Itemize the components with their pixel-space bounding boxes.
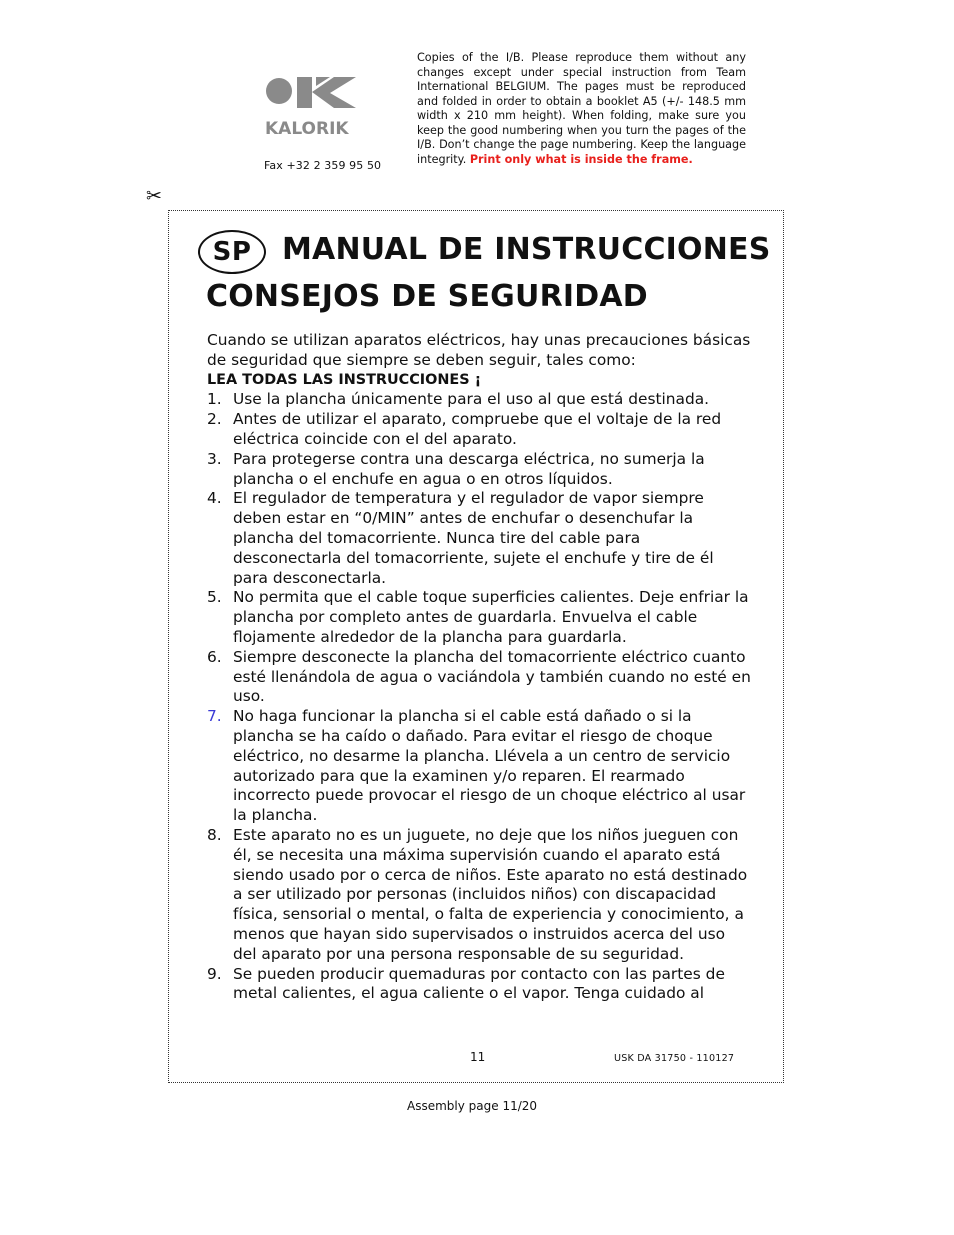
item-text: Se pueden producir quemaduras por contacto con las partes de metal calientes, el agua caliente o el vapor. Tenga cuidado al [233, 964, 725, 1003]
assembly-page: Assembly page 11/20 [407, 1099, 538, 1113]
instructions-body [207, 331, 752, 1004]
list-item [207, 648, 752, 707]
list-item [207, 707, 752, 826]
list-item [207, 588, 752, 647]
list-item [207, 826, 752, 965]
page-number: 11 [470, 1050, 486, 1064]
print-notice-text: Copies of the I/B. Please reproduce them without any changes except under special instruction from Team International BELGIUM. The pages must be reproduced and folded in order to obtain a booklet A5 (+/- 148.5 mm width x 210 mm height). When folding, make sure you keep the good numbering when you turn the pages of the I/B. Don’t change the page numbering. Keep the language integrity. [417, 51, 746, 166]
item-number: 6. [207, 647, 222, 666]
list-item [207, 410, 752, 450]
language-badge: SP [198, 230, 266, 274]
logo-text: KALORIK [265, 119, 349, 137]
intro-paragraph: Cuando se utilizan aparatos eléctricos, hay unas precauciones básicas de seguridad que siempre se deben seguir, tales como: [207, 331, 751, 369]
item-text: Este aparato no es un juguete, no deje que los niños jueguen con él, se necesita una máxima supervisión cuando el aparato está siendo usado por o cerca de niños. Este aparato no está destinado a ser utilizado por personas (incluidos niños) con discapacidad física, sensorial o mental, o falta de experiencia y conocimiento, a menos que hayan sido supervisados o instruidos acerca del uso del aparato por una persona responsable de su seguridad. [233, 825, 748, 963]
item-text: Para protegerse contra una descarga eléctrica, no sumerja la plancha o el enchufe en agua o en otros líquidos. [233, 449, 705, 488]
item-number: 4. [207, 489, 222, 508]
title-row [198, 228, 771, 278]
item-number: 8. [207, 825, 222, 844]
print-notice [417, 51, 746, 167]
safety-list [207, 390, 752, 1004]
item-text: Use la plancha únicamente para el uso al que está destinada. [233, 390, 710, 409]
list-item [207, 450, 752, 490]
print-notice-warning: Print only what is inside the frame. [469, 152, 693, 166]
item-number: 9. [207, 964, 222, 983]
list-item [207, 489, 752, 588]
item-text: Antes de utilizar el aparato, compruebe que el voltaje de la red eléctrica coincide con el del aparato. [233, 410, 722, 448]
section-title: CONSEJOS DE SEGURIDAD [206, 279, 648, 314]
document-code: USK DA 31750 - 110127 [614, 1053, 735, 1064]
fax-number: Fax +32 2 359 95 50 [264, 159, 382, 172]
kalorik-logo [264, 73, 368, 137]
item-number: 7. [207, 707, 222, 726]
item-text: Siempre desconecte la plancha del tomacorriente eléctrico cuanto esté llenándola de agua o vaciándola y también cuando no esté en uso. [233, 647, 751, 706]
item-text: No permita que el cable toque superficies calientes. Deje enfriar la plancha por completo antes de guardarla. Envuelva el cable flojamente alrededor de la plancha para guardarla. [233, 588, 749, 646]
scissors-icon: ✂ [146, 185, 162, 207]
manual-title: MANUAL DE INSTRUCCIONES [282, 232, 771, 267]
item-text: No haga funcionar la plancha si el cable está dañado o si la plancha se ha caído o dañado. Para evitar el riesgo de choque eléctrico, no desarme la plancha. Llévela a un centro de servicio autorizado para que la examinen y/o reparen. El rearmado incorrecto puede provocar el riesgo de un choque eléctrico al usar la plancha. [233, 707, 746, 825]
read-all-heading: LEA TODAS LAS INSTRUCCIONES ¡ [207, 371, 482, 388]
list-item [207, 965, 752, 1005]
list-item [207, 390, 752, 410]
item-text: El regulador de temperatura y el regulador de vapor siempre deben estar en “0/MIN” antes de enchufar o desenchufar la plancha del tomacorriente. Nunca tire del cable para desconectarla del tomacorriente, sujete el enchufe y tire de él para desconectarla. [233, 489, 714, 587]
item-number: 2. [207, 410, 222, 429]
item-number: 5. [207, 588, 222, 607]
item-number: 3. [207, 449, 222, 468]
item-number: 1. [207, 390, 222, 409]
kalorik-logo-mark [264, 73, 368, 137]
